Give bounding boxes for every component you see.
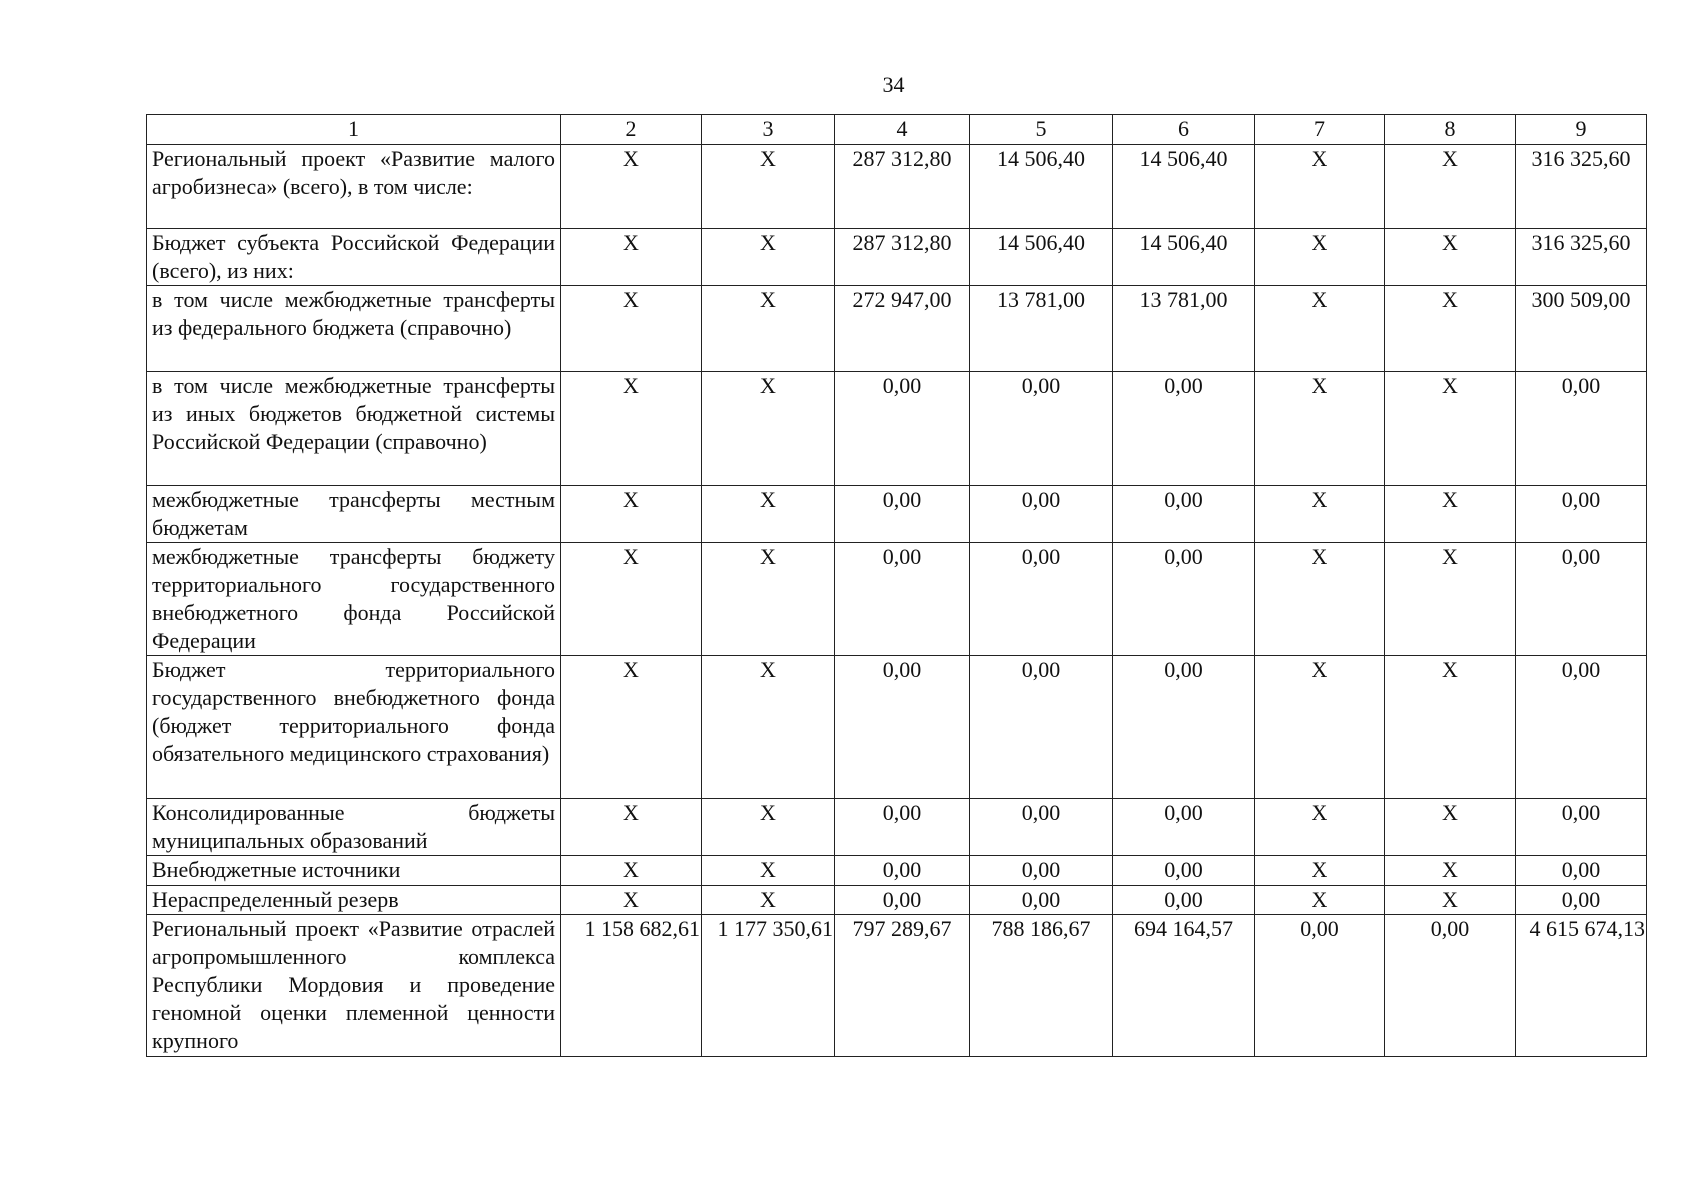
table-row [147, 145, 1647, 229]
table-body [147, 115, 1647, 1057]
table-row [147, 372, 1647, 486]
value-cell: 13 781,00 [970, 286, 1113, 372]
value-cell: 797 289,67 [835, 915, 970, 1057]
table-row [147, 799, 1647, 856]
value-cell: 0,00 [1516, 886, 1647, 915]
row-label: Нераспределенный резерв [147, 886, 561, 915]
value-cell: 694 164,57 [1113, 915, 1255, 1057]
not-applicable-mark: X [561, 799, 702, 856]
column-header: 1 [147, 115, 561, 145]
not-applicable-mark: X [1385, 886, 1516, 915]
value-cell: 0,00 [970, 486, 1113, 543]
value-cell: 4 615 674,13 [1516, 915, 1647, 1057]
value-cell: 0,00 [835, 886, 970, 915]
value-cell: 0,00 [1516, 543, 1647, 656]
value-cell: 0,00 [1113, 543, 1255, 656]
row-label: в том числе межбюджетные трансферты из иных бюджетов бюджетной системы Российской Федерации (справочно) [147, 372, 561, 486]
table-row [147, 286, 1647, 372]
not-applicable-mark: X [1255, 145, 1385, 229]
value-cell: 0,00 [1113, 372, 1255, 486]
not-applicable-mark: X [1385, 486, 1516, 543]
row-label: межбюджетные трансферты бюджету территориального государственного внебюджетного фонда Российской Федерации [147, 543, 561, 656]
not-applicable-mark: X [1255, 486, 1385, 543]
not-applicable-mark: X [1255, 229, 1385, 286]
value-cell: 0,00 [1113, 856, 1255, 886]
not-applicable-mark: X [1255, 656, 1385, 799]
column-header: 6 [1113, 115, 1255, 145]
value-cell: 0,00 [970, 656, 1113, 799]
value-cell: 0,00 [1255, 915, 1385, 1057]
value-cell: 0,00 [970, 543, 1113, 656]
value-cell: 287 312,80 [835, 145, 970, 229]
not-applicable-mark: X [702, 372, 835, 486]
value-cell: 287 312,80 [835, 229, 970, 286]
value-cell: 0,00 [835, 486, 970, 543]
not-applicable-mark: X [561, 372, 702, 486]
column-header: 7 [1255, 115, 1385, 145]
not-applicable-mark: X [1385, 856, 1516, 886]
not-applicable-mark: X [702, 286, 835, 372]
value-cell: 0,00 [970, 856, 1113, 886]
row-label: Региональный проект «Развитие отраслей агропромышленного комплекса Республики Мордовия и проведение геномной оценки племенной ценности крупного [147, 915, 561, 1057]
row-label: Консолидированные бюджеты муниципальных образований [147, 799, 561, 856]
not-applicable-mark: X [1385, 372, 1516, 486]
not-applicable-mark: X [1385, 799, 1516, 856]
not-applicable-mark: X [561, 229, 702, 286]
column-header: 9 [1516, 115, 1647, 145]
value-cell: 0,00 [1516, 856, 1647, 886]
column-header: 5 [970, 115, 1113, 145]
value-cell: 272 947,00 [835, 286, 970, 372]
not-applicable-mark: X [1255, 286, 1385, 372]
value-cell: 14 506,40 [1113, 229, 1255, 286]
not-applicable-mark: X [1385, 543, 1516, 656]
value-cell: 1 158 682,61 [561, 915, 702, 1057]
value-cell: 0,00 [970, 799, 1113, 856]
value-cell: 0,00 [1516, 799, 1647, 856]
value-cell: 0,00 [1516, 656, 1647, 799]
not-applicable-mark: X [561, 486, 702, 543]
not-applicable-mark: X [1255, 543, 1385, 656]
not-applicable-mark: X [561, 543, 702, 656]
not-applicable-mark: X [702, 886, 835, 915]
not-applicable-mark: X [1385, 145, 1516, 229]
not-applicable-mark: X [561, 286, 702, 372]
column-header: 8 [1385, 115, 1516, 145]
value-cell: 0,00 [1113, 886, 1255, 915]
value-cell: 0,00 [835, 799, 970, 856]
table-row [147, 886, 1647, 915]
not-applicable-mark: X [702, 656, 835, 799]
not-applicable-mark: X [702, 486, 835, 543]
value-cell: 0,00 [835, 856, 970, 886]
not-applicable-mark: X [561, 886, 702, 915]
row-label: Внебюджетные источники [147, 856, 561, 886]
table-row [147, 543, 1647, 656]
value-cell: 0,00 [970, 886, 1113, 915]
value-cell: 14 506,40 [1113, 145, 1255, 229]
value-cell: 0,00 [835, 656, 970, 799]
not-applicable-mark: X [702, 145, 835, 229]
value-cell: 316 325,60 [1516, 145, 1647, 229]
not-applicable-mark: X [561, 856, 702, 886]
budget-table [146, 114, 1647, 1057]
table-row [147, 915, 1647, 1057]
value-cell: 0,00 [1113, 486, 1255, 543]
not-applicable-mark: X [702, 543, 835, 656]
value-cell: 0,00 [835, 543, 970, 656]
value-cell: 316 325,60 [1516, 229, 1647, 286]
not-applicable-mark: X [1385, 656, 1516, 799]
table-row [147, 856, 1647, 886]
page-number: 34 [882, 72, 905, 97]
table-row [147, 486, 1647, 543]
table-row [147, 656, 1647, 799]
not-applicable-mark: X [1385, 286, 1516, 372]
not-applicable-mark: X [702, 799, 835, 856]
row-label: Региональный проект «Развитие малого агробизнеса» (всего), в том числе: [147, 145, 561, 229]
not-applicable-mark: X [1385, 229, 1516, 286]
column-header: 2 [561, 115, 702, 145]
column-header: 4 [835, 115, 970, 145]
value-cell: 0,00 [1385, 915, 1516, 1057]
row-label: Бюджет субъекта Российской Федерации (всего), из них: [147, 229, 561, 286]
value-cell: 14 506,40 [970, 145, 1113, 229]
value-cell: 0,00 [1113, 799, 1255, 856]
value-cell: 1 177 350,61 [702, 915, 835, 1057]
value-cell: 0,00 [835, 372, 970, 486]
value-cell: 0,00 [1113, 656, 1255, 799]
table-row [147, 229, 1647, 286]
not-applicable-mark: X [561, 656, 702, 799]
value-cell: 788 186,67 [970, 915, 1113, 1057]
value-cell: 0,00 [970, 372, 1113, 486]
row-label: межбюджетные трансферты местным бюджетам [147, 486, 561, 543]
not-applicable-mark: X [1255, 372, 1385, 486]
value-cell: 0,00 [1516, 486, 1647, 543]
not-applicable-mark: X [561, 145, 702, 229]
not-applicable-mark: X [702, 229, 835, 286]
not-applicable-mark: X [1255, 886, 1385, 915]
column-header: 3 [702, 115, 835, 145]
not-applicable-mark: X [1255, 799, 1385, 856]
value-cell: 0,00 [1516, 372, 1647, 486]
not-applicable-mark: X [1255, 856, 1385, 886]
value-cell: 13 781,00 [1113, 286, 1255, 372]
value-cell: 300 509,00 [1516, 286, 1647, 372]
column-header-row [147, 115, 1647, 145]
not-applicable-mark: X [702, 856, 835, 886]
value-cell: 14 506,40 [970, 229, 1113, 286]
row-label: в том числе межбюджетные трансферты из федерального бюджета (справочно) [147, 286, 561, 372]
row-label: Бюджет территориального государственного внебюджетного фонда (бюджет территориального фонда обязательного медицинского страхования) [147, 656, 561, 799]
